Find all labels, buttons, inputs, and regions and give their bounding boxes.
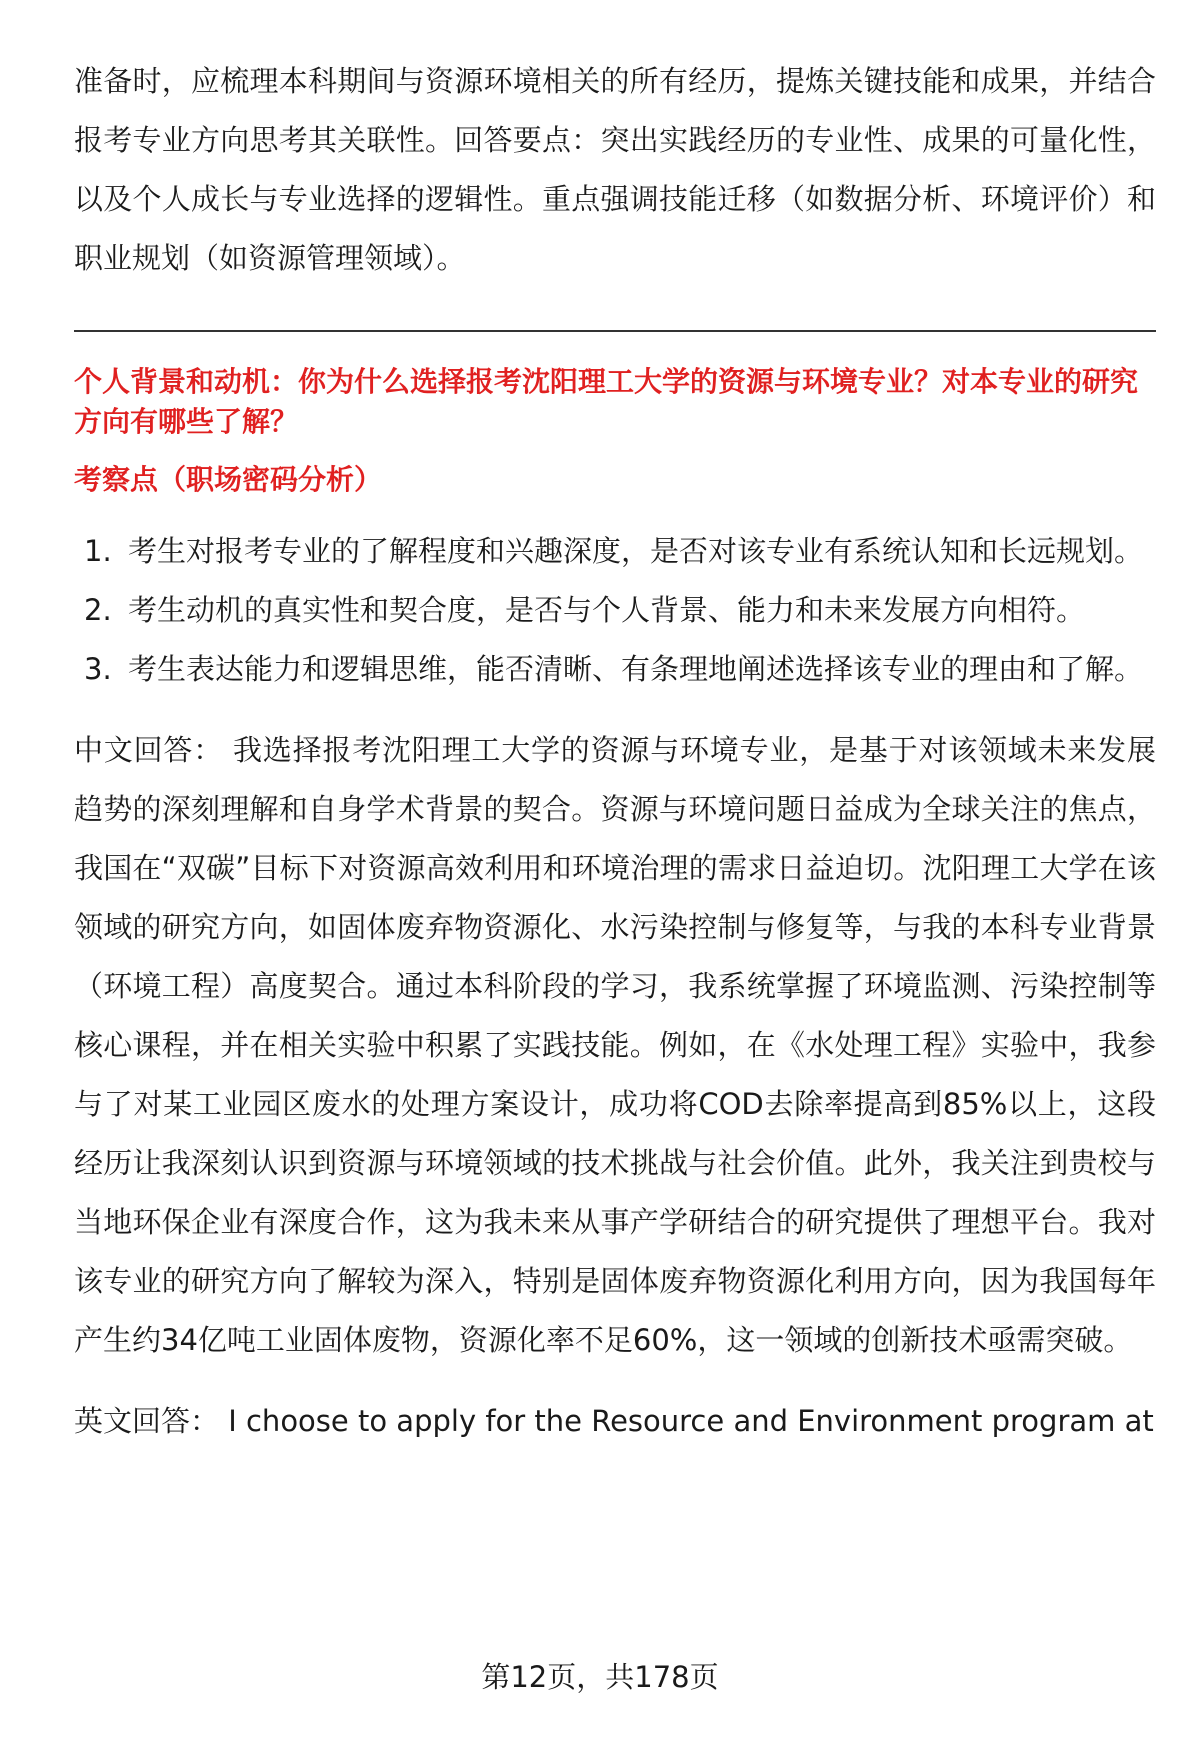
list-item: [74, 581, 1156, 640]
list-item-number: 3.: [84, 652, 112, 686]
page-number-footer: 第12页，共178页: [481, 1660, 719, 1694]
assessment-points-list: [74, 522, 1156, 699]
list-item: [74, 522, 1156, 581]
list-item-number: 1.: [84, 534, 112, 568]
list-item-number: 2.: [84, 593, 112, 627]
list-item: [74, 640, 1156, 699]
intro-paragraph: 准备时，应梳理本科期间与资源环境相关的所有经历，提炼关键技能和成果，并结合报考专业方向思考其关联性。回答要点：突出实践经历的专业性、成果的可量化性，以及个人成长与专业选择的逻辑性。重点强调技能迁移（如数据分析、环境评价）和职业规划（如资源管理领域）。: [74, 64, 1156, 275]
question-heading: 个人背景和动机：你为什么选择报考沈阳理工大学的资源与环境专业？对本专业的研究方向有哪些了解？: [74, 365, 1139, 438]
list-item-text: 考生动机的真实性和契合度，是否与个人背景、能力和未来发展方向相符。: [128, 593, 1086, 627]
english-answer-paragraph: 英文回答： I choose to apply for the Resource and Environment program at: [74, 1404, 1154, 1438]
section-divider: [74, 330, 1156, 332]
assessment-subheading: 考察点（职场密码分析）: [74, 463, 383, 496]
document-page: [74, 52, 1156, 1451]
chinese-answer-paragraph: 中文回答： 我选择报考沈阳理工大学的资源与环境专业，是基于对该领域未来发展趋势的深刻理解和自身学术背景的契合。资源与环境问题日益成为全球关注的焦点，我国在“双碳”目标下对资源高效利用和环境治理的需求日益迫切。沈阳理工大学在该领域的研究方向，如固体废弃物资源化、水污染控制与修复等，与我的本科专业背景（环境工程）高度契合。通过本科阶段的学习，我系统掌握了环境监测、污染控制等核心课程，并在相关实验中积累了实践技能。例如，在《水处理工程》实验中，我参与了对某工业园区废水的处理方案设计，成功将COD去除率提高到85%以上，这段经历让我深刻认识到资源与环境领域的技术挑战与社会价值。此外，我关注到贵校与当地环保企业有深度合作，这为我未来从事产学研结合的研究提供了理想平台。我对该专业的研究方向了解较为深入，特别是固体废弃物资源化利用方向，因为我国每年产生约34亿吨工业固体废物，资源化率不足60%，这一领域的创新技术亟需突破。: [74, 733, 1156, 1357]
list-item-text: 考生对报考专业的了解程度和兴趣深度，是否对该专业有系统认知和长远规划。: [128, 534, 1144, 568]
list-item-text: 考生表达能力和逻辑思维，能否清晰、有条理地阐述选择该专业的理由和了解。: [128, 652, 1144, 686]
